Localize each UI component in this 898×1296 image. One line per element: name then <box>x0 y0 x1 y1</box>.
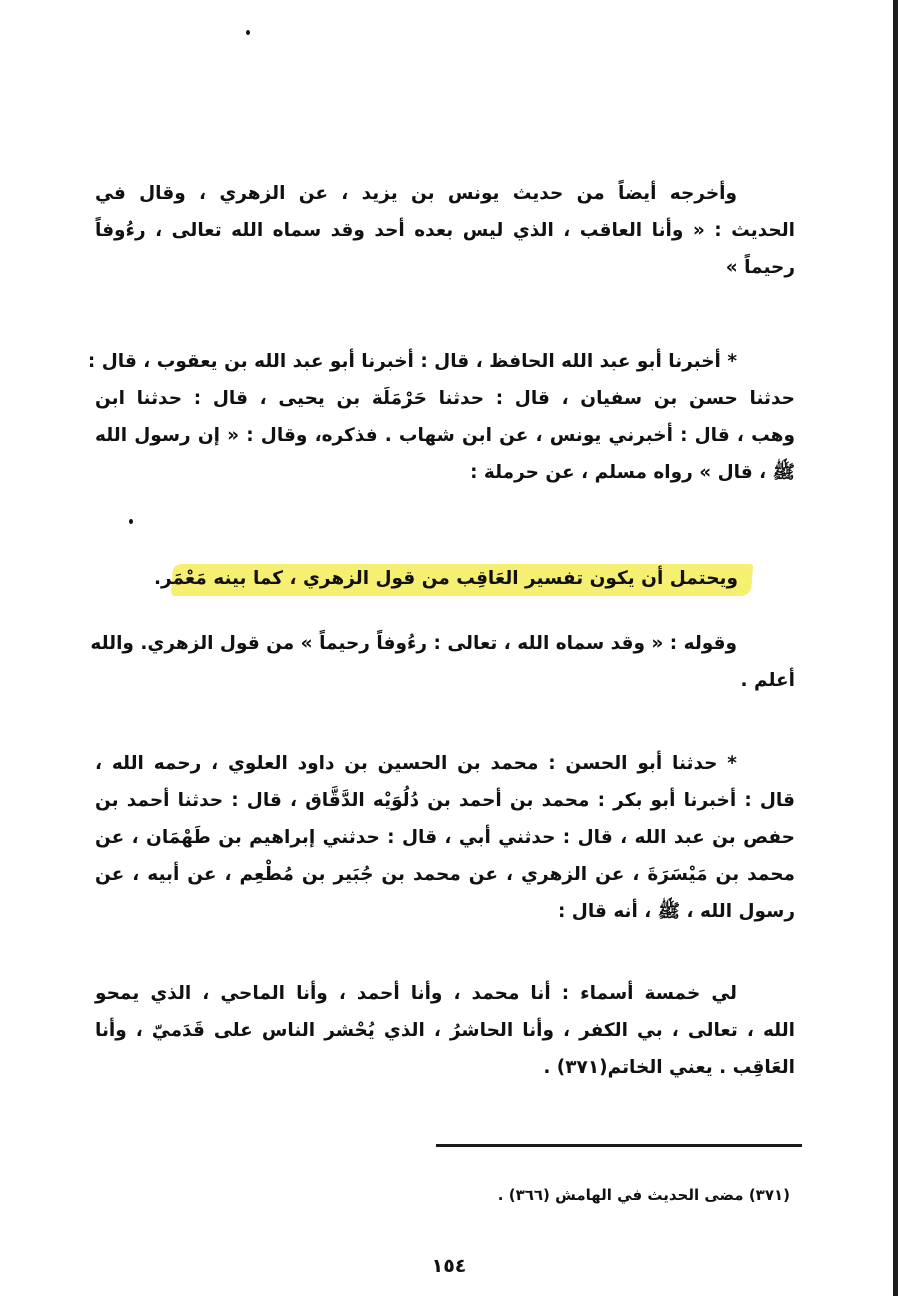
text-line: رسول الله ، ﷺ ، أنه قال : <box>557 901 795 922</box>
text-line: الله ، تعالى ، بي الكفر ، وأنا الحاشرُ ، الذي يُحْشر الناس على قَدَميّ ، وأنا <box>95 1020 795 1041</box>
text-line: ﷺ ، قال » رواه مسلم ، عن حرملة : <box>470 462 795 483</box>
paragraph-takhrij-yunus <box>95 175 795 286</box>
text-line: الحديث : « وأنا العاقب ، الذي ليس بعده أحد وقد سماه الله تعالى ، رءُوفاً <box>95 220 795 241</box>
scan-edge-border <box>893 0 898 1296</box>
text-line: * حدثنا أبو الحسن : محمد بن الحسين بن داود العلوي ، رحمه الله ، <box>95 753 737 774</box>
book-page <box>87 0 795 1296</box>
paragraph-qawluhu <box>90 625 795 699</box>
highlighted-text: ويحتمل أن يكون تفسير العَاقِب من قول الزهري ، كما بينه مَعْمَر. <box>153 568 738 589</box>
footnote-separator <box>436 1144 802 1147</box>
text-line: حفص بن عبد الله ، قال : حدثني أبي ، قال : حدثني إبراهيم بن طَهْمَان ، عن <box>95 827 795 848</box>
text-line: رحيماً » <box>725 257 795 278</box>
text-line: أعلم . <box>740 670 795 691</box>
text-line: محمد بن مَيْسَرَةَ ، عن الزهري ، عن محمد بن جُبَير بن مُطْعِم ، عن أبيه ، عن <box>95 864 795 885</box>
paragraph-isnad-hafiz <box>87 343 795 491</box>
page-number: ١٥٤ <box>431 1255 467 1277</box>
text-line: لي خمسة أسماء : أنا محمد ، وأنا أحمد ، وأنا الماحي ، الذي يمحو <box>95 983 737 1004</box>
text-line: حدثنا حسن بن سفيان ، قال : حدثنا حَرْمَلَة بن يحيى ، قال : حدثنا ابن <box>95 388 795 409</box>
paragraph-five-names <box>95 975 795 1086</box>
text-line: وهب ، قال : أخبرني يونس ، عن ابن شهاب . فذكره، وقال : « إن رسول الله <box>95 425 795 446</box>
text-line: قال : أخبرنا أبو بكر : محمد بن أحمد بن دُلُوَيْه الدَّقَّاق ، قال : حدثنا أحمد بن <box>95 790 795 811</box>
text-line: العَاقِب . يعني الخاتم(٣٧١) . <box>543 1057 795 1078</box>
text-line: وأخرجه أيضاً من حديث يونس بن يزيد ، عن الزهري ، وقال في <box>95 183 737 204</box>
text-line: * أخبرنا أبو عبد الله الحافظ ، قال : أخبرنا أبو عبد الله بن يعقوب ، قال : <box>87 351 737 372</box>
footnote-371: (٣٧١) مضى الحديث في الهامش (٣٦٦) . <box>497 1186 790 1204</box>
highlighted-passage <box>153 562 752 596</box>
paragraph-isnad-alawi <box>95 745 795 930</box>
text-line: وقوله : « وقد سماه الله ، تعالى : رءُوفاً رحيماً » من قول الزهري. والله <box>90 633 737 654</box>
